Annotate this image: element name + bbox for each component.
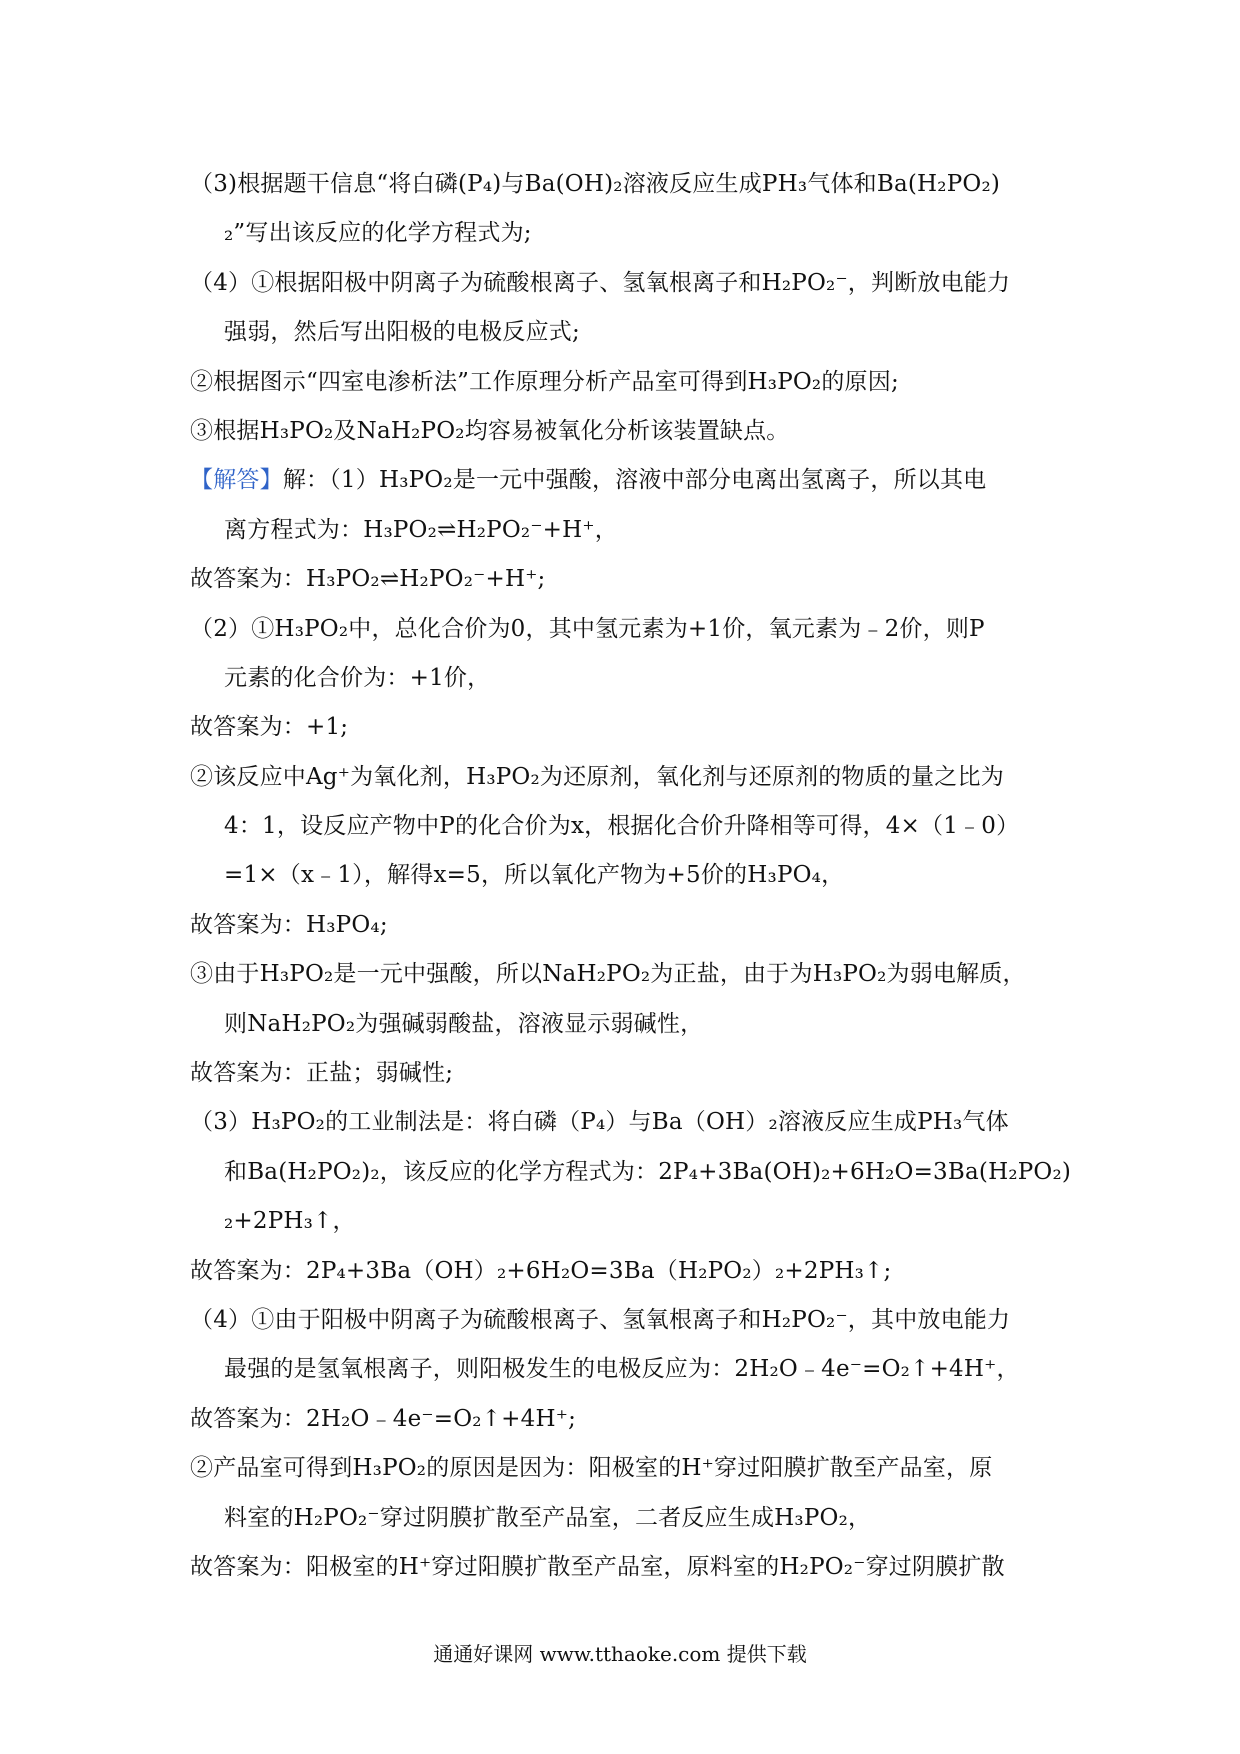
text-line: 强弱，然后写出阳极的电极反应式; bbox=[224, 319, 580, 346]
answer-label: 【解答】 bbox=[190, 467, 283, 494]
text-line: ②产品室可得到H₃PO₂的原因是因为：阳极室的H⁺穿过阳膜扩散至产品室，原 bbox=[190, 1455, 993, 1482]
text-line: 元素的化合价为：+1价， bbox=[224, 664, 491, 691]
text-line: ₂”写出该反应的化学方程式为; bbox=[224, 220, 532, 247]
text-line: 料室的H₂PO₂⁻穿过阴膜扩散至产品室，二者反应生成H₃PO₂， bbox=[224, 1504, 872, 1531]
text-line: ②该反应中Ag⁺为氧化剂，H₃PO₂为还原剂，氧化剂与还原剂的物质的量之比为 bbox=[190, 763, 1004, 790]
text-line: 故答案为：+1; bbox=[190, 714, 349, 741]
text-line: 故答案为：2P₄+3Ba（OH）₂+6H₂O=3Ba（H₂PO₂）₂+2PH₃↑; bbox=[190, 1257, 892, 1284]
text-line: 4：1，设反应产物中P的化合价为x，根据化合价升降相等可得，4×（1﹣0） bbox=[224, 813, 1020, 840]
text-line: 故答案为：阳极室的H⁺穿过阳膜扩散至产品室，原料室的H₂PO₂⁻穿过阴膜扩散 bbox=[190, 1553, 1005, 1580]
text-line: 则NaH₂PO₂为强碱弱酸盐，溶液显示弱碱性， bbox=[224, 1010, 704, 1037]
text-line: ₂+2PH₃↑， bbox=[224, 1208, 356, 1235]
text-line: （4）①由于阳极中阴离子为硫酸根离子、氢氧根离子和H₂PO₂⁻，其中放电能力 bbox=[190, 1306, 1011, 1333]
text-line: 故答案为：H₃PO₂⇌H₂PO₂⁻+H⁺; bbox=[190, 566, 546, 593]
text-line: 和Ba(H₂PO₂)₂，该反应的化学方程式为：2P₄+3Ba(OH)₂+6H₂O=3Ba(H₂PO₂) bbox=[224, 1158, 1072, 1185]
text-line: ②根据图示“四室电渗析法”工作原理分析产品室可得到H₃PO₂的原因; bbox=[190, 368, 899, 395]
text-line: 故答案为：H₃PO₄; bbox=[190, 911, 388, 938]
text-line: ③由于H₃PO₂是一元中强酸，所以NaH₂PO₂为正盐，由于为H₃PO₂为弱电解质， bbox=[190, 961, 1026, 988]
text-line: 故答案为：2H₂O﹣4e⁻=O₂↑+4H⁺; bbox=[190, 1405, 577, 1432]
text-line: （3)根据题干信息“将白磷(P₄)与Ba(OH)₂溶液反应生成PH₃气体和Ba(H₂PO₂) bbox=[190, 171, 1001, 197]
text-line: （4）①根据阳极中阴离子为硫酸根离子、氢氧根离子和H₂PO₂⁻，判断放电能力 bbox=[190, 269, 1011, 296]
text-line: 故答案为：正盐；弱碱性; bbox=[190, 1060, 454, 1087]
answer-heading-line: 【解答】解：（1）H₃PO₂是一元中强酸，溶液中部分电离出氢离子，所以其电 bbox=[190, 467, 987, 494]
text-line: 最强的是氢氧根离子，则阳极发生的电极反应为：2H₂O﹣4e⁻=O₂↑+4H⁺， bbox=[224, 1356, 1020, 1383]
text-line: （3）H₃PO₂的工业制法是：将白磷（P₄）与Ba（OH）₂溶液反应生成PH₃气体 bbox=[190, 1109, 1009, 1136]
footer-download-note: 通通好课网 www.tthaoke.com 提供下载 bbox=[433, 1642, 807, 1666]
text-line: 离方程式为：H₃PO₂⇌H₂PO₂⁻+H⁺， bbox=[224, 516, 618, 543]
answer-content bbox=[190, 160, 1070, 1592]
text-line: （2）①H₃PO₂中，总化合价为0，其中氢元素为+1价，氧元素为﹣2价，则P bbox=[190, 615, 985, 642]
text-line: =1×（x﹣1），解得x=5，所以氧化产物为+5价的H₃PO₄， bbox=[224, 862, 845, 889]
text-line: ③根据H₃PO₂及NaH₂PO₂均容易被氧化分析该装置缺点。 bbox=[190, 417, 790, 444]
